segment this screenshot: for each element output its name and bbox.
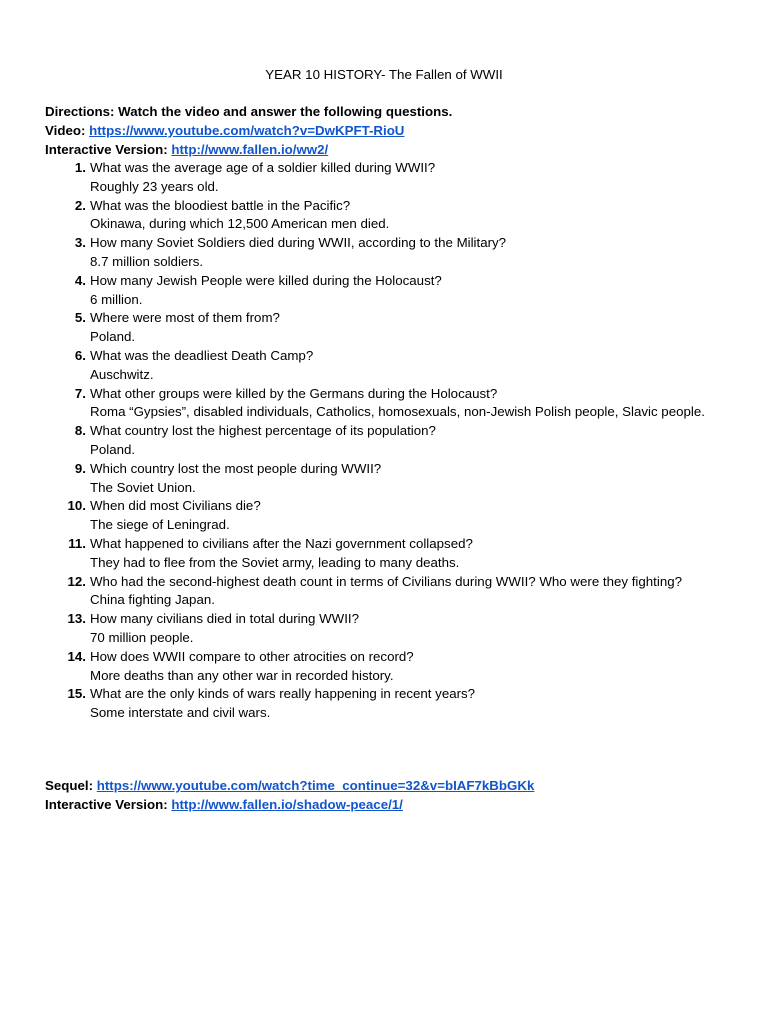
list-item [45,347,735,385]
question-number: 7. [74,385,86,401]
question-number: 11. [68,535,86,551]
sequel-link[interactable]: https://www.youtube.com/watch?time_continue=32&v=bIAF7kBbGKk [96,778,535,793]
list-item [45,385,735,423]
question-text: Where were most of them from? [90,310,280,326]
answer-text: Roughly 23 years old. [90,178,219,194]
question-text: Who had the second-highest death count in terms of Civilians during WWII? Who were they fighting? [90,573,683,589]
question-text: How many Jewish People were killed during the Holocaust? [90,272,442,288]
sequel-interactive-link[interactable]: http://www.fallen.io/shadow-peace/1/ [171,796,403,812]
answer-text: They had to flee from the Soviet army, leading to many deaths. [90,554,460,570]
question-number: 2. [74,197,86,213]
sequel-interactive-label: Interactive Version: [45,796,172,812]
answer-text: Some interstate and civil wars. [90,705,271,721]
question-text: What country lost the highest percentage of its population? [90,423,436,439]
answer-text: The siege of Leningrad. [90,517,230,533]
question-list [45,159,735,723]
answer-text: Okinawa, during which 12,500 American men died. [90,216,390,232]
list-item [45,234,735,272]
question-text: What was the average age of a soldier killed during WWII? [90,160,436,175]
answer-text: 70 million people. [90,629,194,645]
answer-text: More deaths than any other war in recorded history. [90,667,394,683]
question-text: What are the only kinds of wars really happening in recent years? [90,686,476,702]
question-number: 14. [67,648,86,664]
question-number: 9. [74,460,86,476]
question-text: How many Soviet Soldiers died during WWII, according to the Military? [90,235,507,251]
list-item [45,610,735,648]
question-number: 13. [67,611,86,627]
list-item [45,159,735,197]
directions-text: Directions: Watch the video and answer the following questions. [45,104,453,119]
list-item [45,573,735,611]
document-title: YEAR 10 HISTORY- The Fallen of WWII [265,67,503,82]
list-item [45,535,735,573]
list-item [45,422,735,460]
footer-block [45,777,735,815]
question-text: What happened to civilians after the Nazi government collapsed? [90,535,473,551]
video-label: Video: [45,122,90,138]
question-number: 6. [74,347,86,363]
question-text: What was the deadliest Death Camp? [90,347,314,363]
interactive-line [45,141,735,160]
list-item [45,309,735,347]
question-number: 12. [67,573,86,589]
answer-text: 6 million. [90,291,143,307]
question-text: What other groups were killed by the Germans during the Holocaust? [90,385,498,401]
question-number: 5. [74,310,86,326]
question-number: 10. [67,498,86,514]
interactive-label: Interactive Version: [45,141,172,157]
list-item [45,197,735,235]
question-text: When did most Civilians die? [90,498,261,514]
answer-text: 8.7 million soldiers. [90,253,204,269]
header-block [45,103,735,159]
list-item [45,272,735,310]
question-number: 3. [74,235,86,251]
answer-text: Poland. [90,329,136,345]
answer-text: Poland. [90,441,136,457]
question-text: How many civilians died in total during WWII? [90,611,359,627]
list-item [45,648,735,686]
sequel-label: Sequel: [45,778,97,793]
question-text: Which country lost the most people during WWII? [90,460,382,476]
list-item [45,497,735,535]
sequel-line [45,777,735,796]
answer-text: The Soviet Union. [90,479,196,495]
video-link[interactable]: https://www.youtube.com/watch?v=DwKPFT-RioU [89,122,405,138]
question-number: 4. [74,272,86,288]
list-item [45,460,735,498]
video-line [45,122,735,141]
question-number: 15. [67,686,86,702]
sequel-interactive-line [45,796,735,815]
interactive-link[interactable]: http://www.fallen.io/ww2/ [171,141,329,157]
answer-text: China fighting Japan. [90,592,215,608]
answer-text: Auschwitz. [90,366,154,382]
question-number: 1. [74,160,86,175]
list-item [45,685,735,723]
answer-text: Roma “Gypsies”, disabled individuals, Catholics, homosexuals, non-Jewish Polish people, Slavic people. [90,404,705,420]
question-text: How does WWII compare to other atrocities on record? [90,648,414,664]
question-text: What was the bloodiest battle in the Pacific? [90,197,351,213]
question-number: 8. [74,423,86,439]
